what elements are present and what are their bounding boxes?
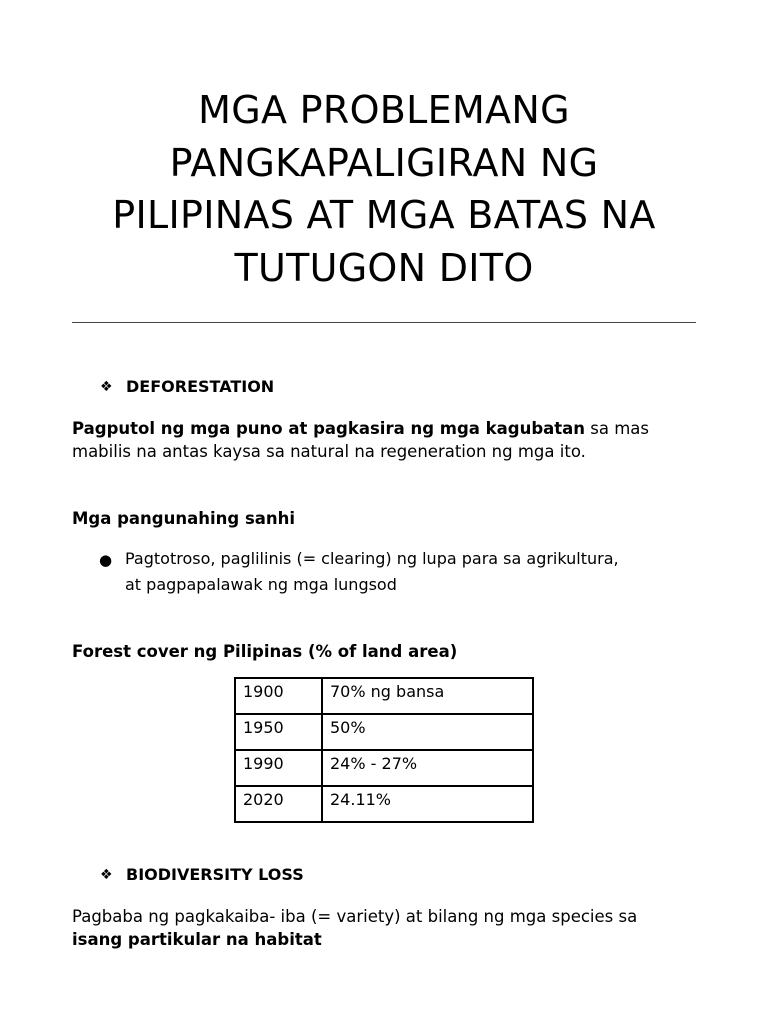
definition-bold-text: Pagputol ng mga puno at pagkasira ng mga kagubatan: [72, 419, 586, 438]
deforestation-definition: [72, 417, 696, 463]
cause-text: [125, 546, 619, 598]
diamond-bullet-icon: ❖: [100, 866, 113, 883]
causes-heading: Mga pangunahing sanhi: [72, 509, 296, 528]
forest-cover-heading: Forest cover ng Pilipinas (% of land area): [72, 642, 458, 661]
definition-bold-text: isang partikular na habitat: [72, 930, 322, 949]
section-heading-label: BIODIVERSITY LOSS: [126, 865, 304, 884]
table-row: [235, 750, 533, 786]
value-cell: 50%: [322, 714, 533, 750]
horizontal-divider: [72, 322, 696, 323]
year-cell: 1900: [235, 678, 322, 714]
title-line-2: PANGKAPALIGIRAN NG: [169, 140, 599, 185]
year-cell: 2020: [235, 786, 322, 822]
definition-rest-text: Pagbaba ng pagkakaiba- iba (= variety) at bilang ng mga species sa: [72, 907, 638, 926]
year-cell: 1950: [235, 714, 322, 750]
section-heading-label: DEFORESTATION: [126, 377, 275, 396]
value-cell: 24.11%: [322, 786, 533, 822]
document-title: [72, 84, 696, 294]
bullet-dot-icon: ●: [99, 551, 113, 569]
section-heading-biodiversity: [100, 865, 304, 884]
value-cell: 70% ng bansa: [322, 678, 533, 714]
table-row: [235, 714, 533, 750]
section-heading-deforestation: [100, 377, 274, 396]
title-line-4: TUTUGON DITO: [234, 245, 534, 290]
biodiversity-definition: [72, 905, 696, 951]
table-row: [235, 678, 533, 714]
year-cell: 1990: [235, 750, 322, 786]
diamond-bullet-icon: ❖: [100, 378, 113, 395]
cause-line-2: at pagpapalawak ng mga lungsod: [125, 575, 397, 594]
definition-rest-text: sa mas mabilis na antas kaysa sa natural na regeneration ng mga ito.: [72, 419, 650, 461]
cause-line-1: Pagtotroso, paglilinis (= clearing) ng lupa para sa agrikultura,: [125, 549, 619, 568]
title-line-1: MGA PROBLEMANG: [198, 88, 570, 132]
table-row: [235, 786, 533, 822]
value-cell: 24% - 27%: [322, 750, 533, 786]
list-item: [99, 546, 699, 598]
forest-cover-table: [234, 677, 534, 823]
title-line-3: PILIPINAS AT MGA BATAS NA: [112, 193, 656, 237]
